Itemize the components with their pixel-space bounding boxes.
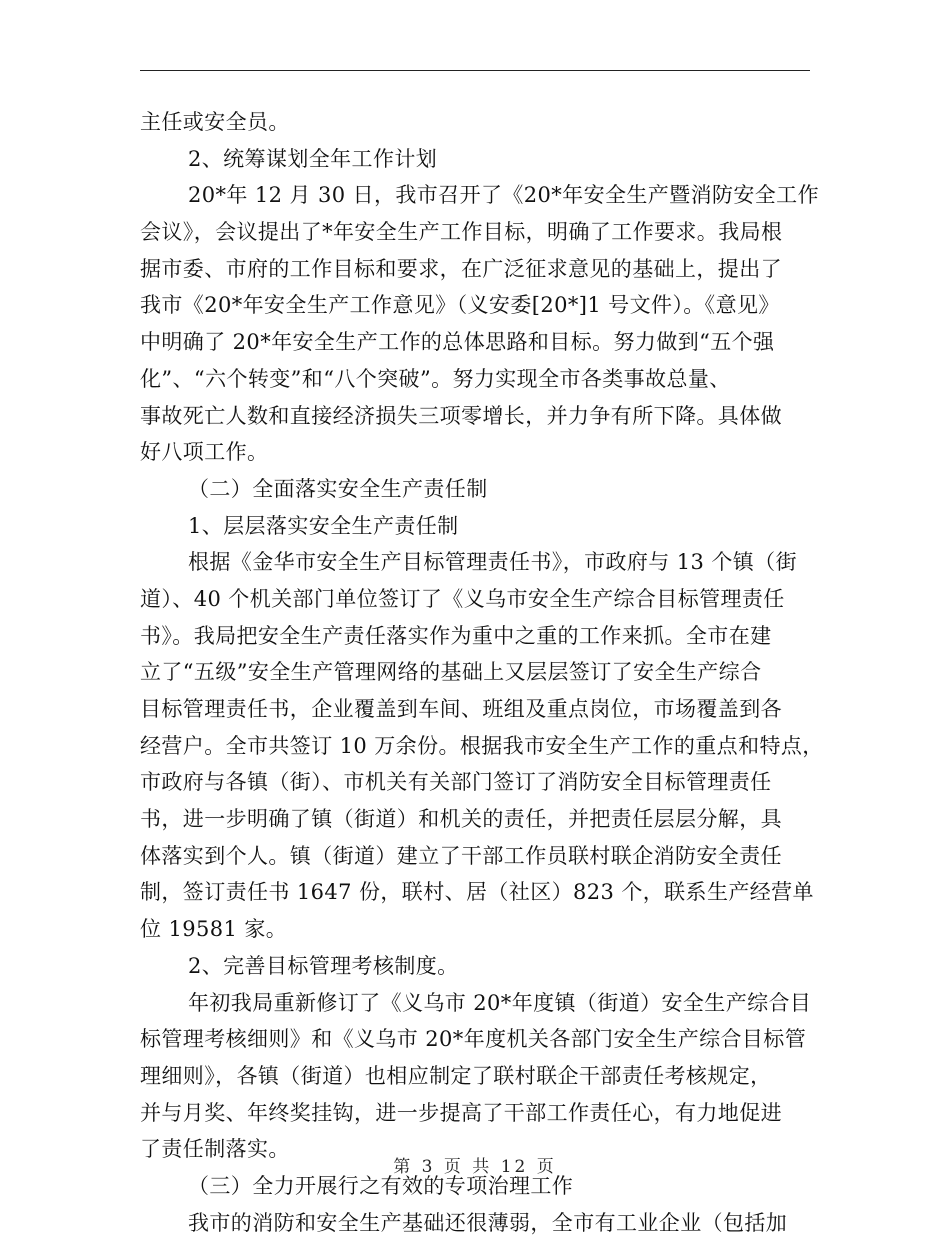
text-line: （三）全力开展行之有效的专项治理工作 (188, 1173, 574, 1198)
text-line: 书，进一步明确了镇（街道）和机关的责任，并把责任层层分解，具 (140, 807, 782, 832)
text-line: 我市《20*年安全生产工作意见》（义安委[20*]1 号文件）。《意见》 (140, 293, 780, 318)
text-line: 我市的消防和安全生产基础还很薄弱，全市有工业企业（包括加 (188, 1210, 788, 1235)
text-line: 化”、“六个转变”和“八个突破”。努力实现全市各类事故总量、 (140, 366, 731, 391)
text-line: 好八项工作。 (140, 440, 269, 465)
text-line: 体落实到个人。镇（街道）建立了干部工作员联村联企消防安全责任 (140, 843, 782, 868)
text-line: 了责任制落实。 (140, 1137, 290, 1162)
text-line: 据市委、市府的工作目标和要求，在广泛征求意见的基础上，提出了 (140, 256, 782, 281)
text-line: 中明确了 20*年安全生产工作的总体思路和目标。努力做到“五个强 (140, 330, 775, 355)
text-line: 理细则》，各镇（街道）也相应制定了联村联企干部责任考核规定， (140, 1063, 772, 1088)
text-line: 市政府与各镇（街）、市机关有关部门签订了消防安全目标管理责任 (140, 770, 772, 795)
document-body (140, 104, 824, 1241)
text-line: 事故死亡人数和直接经济损失三项零增长，并力争有所下降。具体做 (140, 403, 782, 428)
text-line: 20*年 12 月 30 日，我市召开了《20*年安全生产暨消防安全工作 (188, 183, 819, 208)
text-line: 2、统筹谋划全年工作计划 (188, 146, 438, 171)
text-line: 位 19581 家。 (140, 917, 288, 942)
text-line: 主任或安全员。 (140, 110, 290, 134)
text-line: 制，签订责任书 1647 份，联村、居（社区）823 个，联系生产经营单 (140, 880, 814, 905)
page-number-footer: 第 3 页 共 12 页 (393, 1157, 557, 1177)
text-line: 标管理考核细则》和《义乌市 20*年度机关各部门安全生产综合目标管 (140, 1027, 807, 1052)
text-line: 2、完善目标管理考核制度。 (188, 953, 459, 978)
text-line: 立了“五级”安全生产管理网络的基础上又层层签订了安全生产综合 (140, 660, 762, 685)
text-line: 目标管理责任书，企业覆盖到车间、班组及重点岗位，市场覆盖到各 (140, 697, 782, 721)
text-line: 经营户。全市共签订 10 万余份。根据我市安全生产工作的重点和特点， (140, 733, 824, 758)
header-divider (140, 70, 810, 71)
text-line: 会议》，会议提出了*年安全生产工作目标，明确了工作要求。我局根 (140, 220, 783, 245)
text-line: 根据《金华市安全生产目标管理责任书》，市政府与 13 个镇（街 (188, 550, 797, 575)
text-line: 年初我局重新修订了《义乌市 20*年度镇（街道）安全生产综合目 (188, 990, 812, 1015)
text-line: 书》。我局把安全生产责任落实作为重中之重的工作来抓。全市在建 (140, 623, 772, 648)
text-line: 道）、40 个机关部门单位签订了《义乌市安全生产综合目标管理责任 (140, 586, 785, 611)
text-line: 并与月奖、年终奖挂钩，进一步提高了干部工作责任心，有力地促进 (140, 1100, 782, 1125)
text-line: 1、层层落实安全生产责任制 (188, 513, 459, 538)
text-line: （二）全面落实安全生产责任制 (188, 476, 488, 501)
